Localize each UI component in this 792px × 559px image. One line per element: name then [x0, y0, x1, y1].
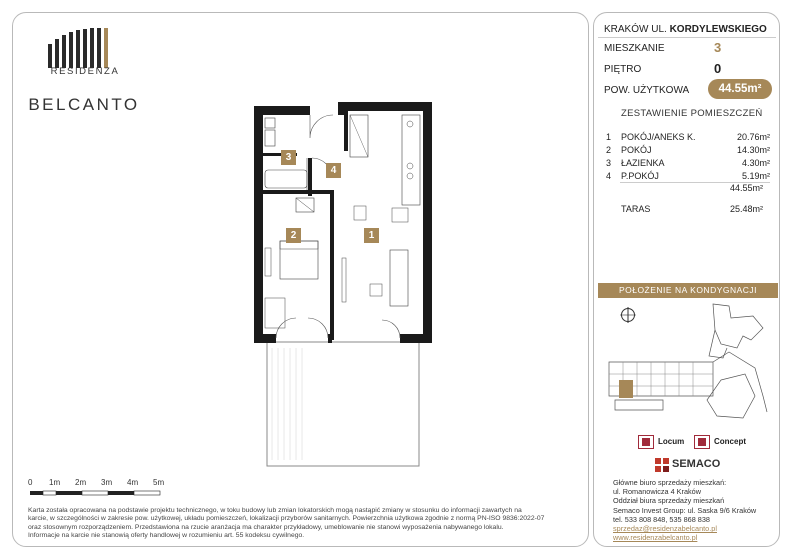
room-area: 5.19m²: [741, 171, 770, 181]
room-row: [606, 158, 770, 170]
locum-label: Locum: [658, 437, 685, 446]
room-name: POKÓJ/ANEKS K.: [621, 132, 696, 142]
disclaimer: [28, 507, 580, 541]
disclaimer-line: Informacje na karcie nie stanowią oferty handlowej w rozumieniu art. 55 kodeksu cywilnego.: [28, 532, 305, 540]
concept-label: Concept: [714, 437, 746, 446]
contact-line: tel. 533 808 848, 535 868 838: [613, 514, 710, 524]
contact-info: [613, 478, 775, 542]
site-plan-map: [603, 300, 775, 425]
contact-line: ul. Romanowicza 4 Kraków: [613, 487, 702, 497]
contact-line: Główne biuro sprzedaży mieszkań:: [613, 478, 727, 487]
area-label: POW. UŻYTKOWA: [604, 85, 690, 96]
address: [604, 24, 767, 35]
plan-label-room-4: 4: [326, 163, 341, 178]
scale-label-1: 1m: [49, 478, 61, 487]
room-row: [606, 132, 770, 144]
terrace-area: 25.48m²: [730, 204, 764, 214]
disclaimer-line: karcie, w szczególności w zakresie pow. użytkowej, układu pomieszczeń, lokalizacji przyborów sanitarnych. Powierzchnia użytkowa zgodnie z normą PN-ISO 9836:2022-07: [28, 515, 545, 523]
plan-label-room-2: 2: [286, 228, 301, 243]
room-num: 2: [606, 145, 612, 155]
room-area: 14.30m²: [736, 145, 770, 155]
concept-logo: [694, 435, 754, 449]
scale-bar: [28, 478, 178, 498]
room-name: P.POKÓJ: [621, 171, 659, 181]
rooms-title: ZESTAWIENIE POMIESZCZEŃ: [621, 108, 763, 119]
area-badge: 44.55m²: [708, 79, 772, 99]
brand-name-top: RESIDENZA: [50, 66, 120, 77]
plan-label-room-1: 1: [364, 228, 379, 243]
terrace-label: TARAS: [621, 204, 651, 214]
apartment-value: 3: [714, 40, 722, 55]
semaco-label: SEMACO: [672, 458, 721, 470]
scale-label-4: 4m: [127, 478, 139, 487]
room-num: 3: [606, 158, 612, 168]
disclaimer-line: oraz stosownym rozporządzeniem. Przedstawiona na rzucie aranżacja ma charakter przykładowy, umeblowanie nie stanowi wyposażenia nabywanego lokalu.: [28, 523, 504, 531]
belcanto-logo-icon: [48, 28, 114, 68]
room-name: ŁAZIENKA: [621, 158, 665, 168]
locum-logo: [638, 435, 686, 449]
room-num: 1: [606, 132, 612, 142]
floor-label: PIĘTRO: [604, 64, 642, 75]
room-row: [606, 145, 770, 157]
location-banner: POŁOŻENIE NA KONDYGNACJI: [598, 283, 778, 298]
room-num: 4: [606, 171, 612, 181]
contact-website[interactable]: www.residenzabelcanto.pl: [613, 533, 698, 543]
semaco-logo: [655, 457, 745, 473]
scale-label-5: 5m: [153, 478, 165, 487]
scale-label-2: 2m: [75, 478, 87, 487]
header-divider: [598, 37, 776, 38]
apartment-location-marker: [619, 380, 633, 398]
floor-plan: [250, 98, 436, 470]
semaco-icon: [655, 458, 669, 472]
room-area: 20.76m²: [736, 132, 770, 142]
q3d-icon: [638, 435, 654, 449]
q3d-icon: [694, 435, 710, 449]
apartment-label: MIESZKANIE: [604, 43, 665, 54]
contact-line: Oddział biura sprzedaży mieszkań: [613, 496, 725, 506]
address-prefix: KRAKÓW UL.: [604, 24, 667, 35]
plan-label-room-3: 3: [281, 150, 296, 165]
room-area: 4.30m²: [741, 158, 770, 168]
brand-name-main: BELCANTO: [28, 95, 140, 114]
contact-email[interactable]: sprzedaz@residenzabelcanto.pl: [613, 524, 717, 534]
scale-label-0: 0: [28, 478, 33, 487]
address-street: KORDYLEWSKIEGO: [669, 24, 767, 35]
rooms-total: 44.55m²: [730, 183, 764, 193]
disclaimer-line: Karta została opracowana na podstawie projektu technicznego, w toku budowy lub zmian lokatorskich mogą nastąpić zmiany w stosunku do informacji zawartych na: [28, 507, 522, 514]
contact-line: Semaco Invest Group: ul. Saska 9/6 Kraków: [613, 505, 757, 515]
room-name: POKÓJ: [621, 145, 652, 155]
floor-value: 0: [714, 61, 722, 76]
scale-label-3: 3m: [101, 478, 113, 487]
